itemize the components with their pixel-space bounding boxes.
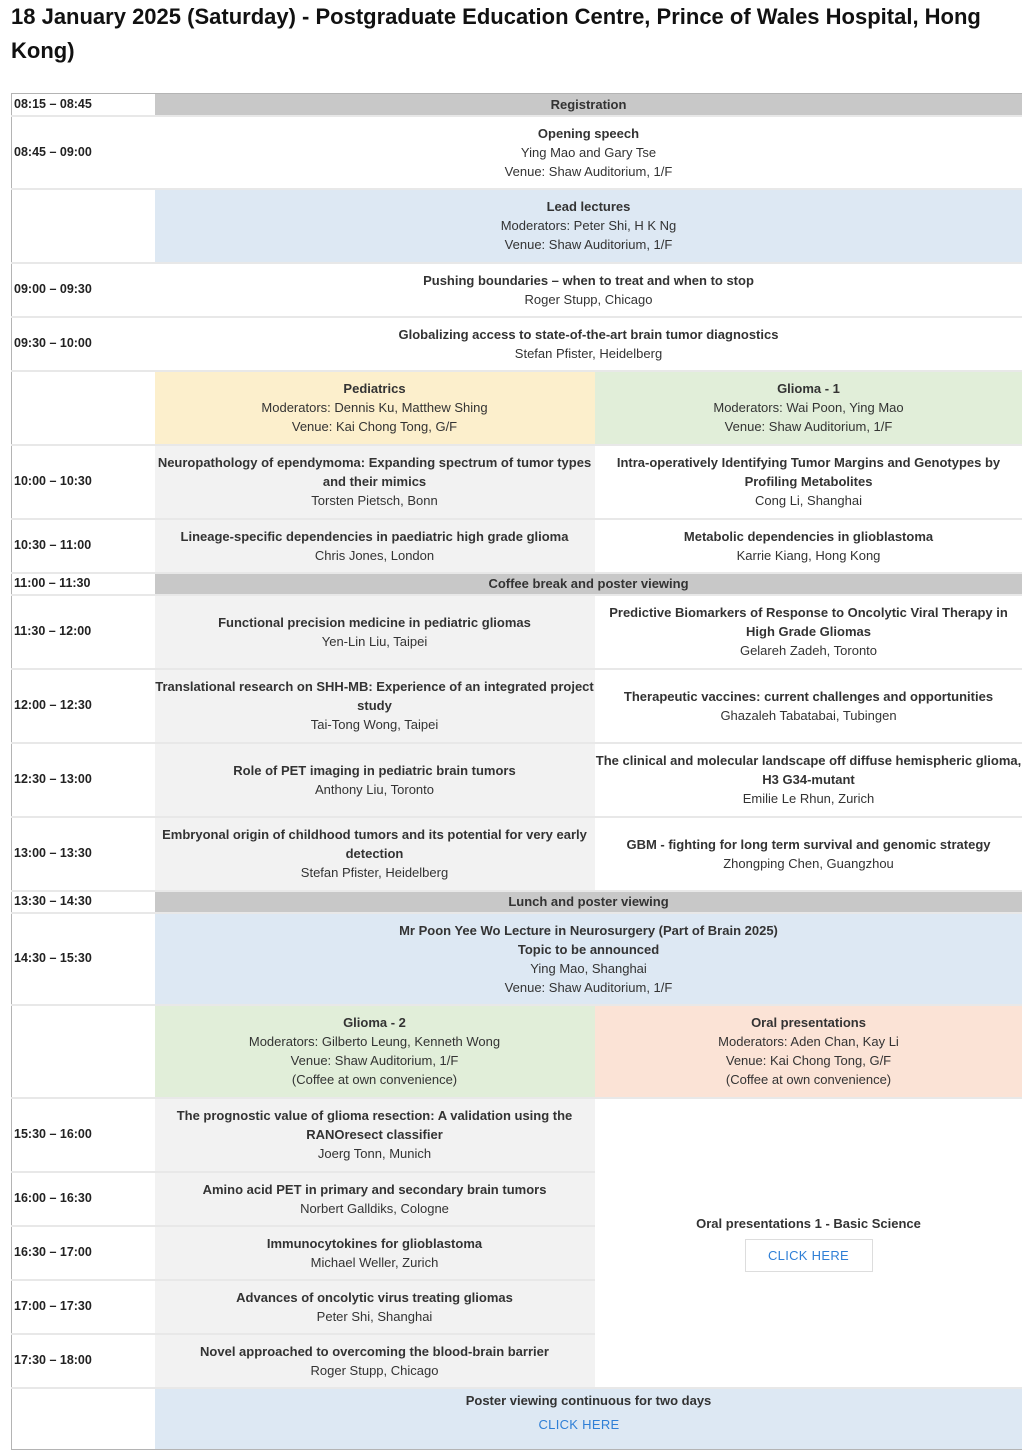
talk-cell xyxy=(155,1226,595,1280)
table-row xyxy=(12,371,1022,445)
talk-speaker: Stefan Pfister, Heidelberg xyxy=(300,865,449,880)
venue: Venue: Shaw Auditorium, 1/F xyxy=(724,419,893,434)
talk-cell xyxy=(155,743,595,817)
talk-cell xyxy=(155,445,595,519)
table-row xyxy=(12,913,1022,1005)
talk-speaker: Yen-Lin Liu, Taipei xyxy=(321,633,428,649)
time-cell xyxy=(12,1388,155,1450)
time-cell xyxy=(12,1005,155,1098)
oral-presentations-click-here-button[interactable]: CLICK HERE xyxy=(745,1239,873,1272)
venue: Venue: Shaw Auditorium, 1/F xyxy=(504,163,673,179)
time-cell: 12:30 – 13:00 xyxy=(12,743,155,817)
talk-title: Therapeutic vaccines: current challenges and opportunities xyxy=(623,688,994,704)
talk-speaker: Zhongping Chen, Guangzhou xyxy=(723,855,894,871)
talk-speaker: Michael Weller, Zurich xyxy=(310,1254,439,1270)
session-note: (Coffee at own convenience) xyxy=(291,1072,458,1087)
talk-title: Globalizing access to state-of-the-art brain tumor diagnostics xyxy=(398,326,779,342)
registration-cell: Registration xyxy=(155,94,1022,116)
venue: Venue: Shaw Auditorium, 1/F xyxy=(504,979,673,995)
table-row xyxy=(12,263,1022,317)
session-title: Opening speech xyxy=(537,125,640,141)
talk-speaker: Roger Stupp, Chicago xyxy=(310,1362,439,1378)
talk-cell xyxy=(155,519,595,573)
time-cell: 16:30 – 17:00 xyxy=(12,1226,155,1280)
talk-speaker: Joerg Tonn, Munich xyxy=(317,1146,432,1161)
moderators: Moderators: Peter Shi, H K Ng xyxy=(500,218,677,233)
pediatrics-header xyxy=(155,371,595,445)
talk-cell xyxy=(595,817,1022,891)
talk-speaker: Anthony Liu, Toronto xyxy=(314,781,434,797)
talk-title: Neuropathology of ependymoma: Expanding spectrum of tumor types and their mimics xyxy=(157,455,592,489)
moderators: Moderators: Gilberto Leung, Kenneth Wong xyxy=(248,1034,501,1049)
oral-presentations-header xyxy=(595,1005,1022,1098)
table-row xyxy=(12,445,1022,519)
time-cell: 13:30 – 14:30 xyxy=(12,891,155,913)
speakers: Ying Mao and Gary Tse xyxy=(520,144,657,160)
venue: Venue: Kai Chong Tong, G/F xyxy=(291,419,458,434)
talk-title: Predictive Biomarkers of Response to Oncolytic Viral Therapy in High Grade Gliomas xyxy=(609,605,1008,639)
talk-title: Advances of oncolytic virus treating gliomas xyxy=(236,1289,513,1305)
talk-title: Pushing boundaries – when to treat and when to stop xyxy=(423,272,754,288)
time-cell: 13:00 – 13:30 xyxy=(12,817,155,891)
talk-title: GBM - fighting for long term survival and genomic strategy xyxy=(626,836,991,852)
talk-speaker: Ying Mao, Shanghai xyxy=(530,960,647,976)
session-title: Oral presentations xyxy=(751,1015,866,1030)
talk-title: Amino acid PET in primary and secondary brain tumors xyxy=(202,1181,547,1197)
poon-lecture-cell xyxy=(155,913,1022,1005)
talk-title: Translational research on SHH-MB: Experience of an integrated project study xyxy=(155,679,594,713)
time-cell: 10:00 – 10:30 xyxy=(12,445,155,519)
moderators: Moderators: Wai Poon, Ying Mao xyxy=(713,400,904,415)
talk-title: Lineage-specific dependencies in paediatric high grade glioma xyxy=(180,528,569,544)
talk-cell xyxy=(155,1334,595,1388)
session-title: Lead lectures xyxy=(546,199,631,214)
talk-title: Functional precision medicine in pediatric gliomas xyxy=(218,614,531,630)
poster-viewing-cell xyxy=(155,1388,1022,1450)
table-row xyxy=(12,519,1022,573)
glioma-1-header xyxy=(595,371,1022,445)
talk-title: Embryonal origin of childhood tumors and its potential for very early detection xyxy=(162,827,587,861)
table-row xyxy=(12,573,1022,595)
opening-speech-cell xyxy=(155,116,1022,189)
talk-speaker: Ghazaleh Tabatabai, Tubingen xyxy=(720,707,897,723)
talk-speaker: Norbert Galldiks, Cologne xyxy=(300,1200,449,1216)
time-cell: 16:00 – 16:30 xyxy=(12,1172,155,1226)
venue: Venue: Kai Chong Tong, G/F xyxy=(725,1053,892,1068)
table-row xyxy=(12,891,1022,913)
moderators: Moderators: Dennis Ku, Matthew Shing xyxy=(261,400,488,415)
talk-speaker: Stefan Pfister, Heidelberg xyxy=(514,345,663,361)
talk-speaker: Roger Stupp, Chicago xyxy=(524,291,653,307)
table-row xyxy=(12,1098,1022,1172)
talk-cell xyxy=(155,669,595,743)
talk-speaker: Gelareh Zadeh, Toronto xyxy=(739,643,878,658)
session-title: Glioma - 1 xyxy=(777,381,840,396)
table-row xyxy=(12,317,1022,371)
time-cell xyxy=(12,189,155,263)
time-cell: 17:00 – 17:30 xyxy=(12,1280,155,1334)
table-row xyxy=(12,817,1022,891)
lunch-cell: Lunch and poster viewing xyxy=(155,891,1022,913)
talk-title: Novel approached to overcoming the blood-brain barrier xyxy=(200,1343,549,1359)
time-cell: 10:30 – 11:00 xyxy=(12,519,155,573)
table-row xyxy=(12,1388,1022,1450)
table-row xyxy=(12,94,1022,116)
talk-cell xyxy=(595,743,1022,817)
time-cell: 15:30 – 16:00 xyxy=(12,1098,155,1172)
session-title: Glioma - 2 xyxy=(343,1015,406,1030)
table-row xyxy=(12,595,1022,669)
talk-cell xyxy=(595,445,1022,519)
coffee-break-cell: Coffee break and poster viewing xyxy=(155,573,1022,595)
glioma-2-header xyxy=(155,1005,595,1098)
time-cell xyxy=(12,371,155,445)
oral-presentations-1-cell xyxy=(595,1098,1022,1388)
session-title: Poster viewing continuous for two days xyxy=(465,1392,712,1408)
talk-title: Intra-operatively Identifying Tumor Margins and Genotypes by Profiling Metabolites xyxy=(616,455,1001,489)
talk-cell xyxy=(155,1172,595,1226)
talk-speaker: Chris Jones, London xyxy=(314,547,435,563)
time-cell: 14:30 – 15:30 xyxy=(12,913,155,1005)
talk-cell xyxy=(595,669,1022,743)
table-row xyxy=(12,669,1022,743)
talk-topic: Topic to be announced xyxy=(517,941,660,957)
time-cell: 17:30 – 18:00 xyxy=(12,1334,155,1388)
talk-speaker: Torsten Pietsch, Bonn xyxy=(311,493,438,508)
talk-title: Immunocytokines for glioblastoma xyxy=(266,1235,483,1251)
talk-title: The clinical and molecular landscape off diffuse hemispheric glioma, H3 G34-mutant xyxy=(595,753,1022,787)
time-cell: 09:00 – 09:30 xyxy=(12,263,155,317)
talk-cell xyxy=(155,1280,595,1334)
talk-speaker: Peter Shi, Shanghai xyxy=(316,1308,433,1324)
session-note: (Coffee at own convenience) xyxy=(725,1072,892,1087)
page-title: 18 January 2025 (Saturday) - Postgraduate Education Centre, Prince of Wales Hospital, Hong Kong) xyxy=(11,4,981,63)
talk-cell xyxy=(595,595,1022,669)
talk-speaker: Tai-Tong Wong, Taipei xyxy=(310,717,439,732)
talk-speaker: Cong Li, Shanghai xyxy=(755,493,862,508)
talk-speaker: Karrie Kiang, Hong Kong xyxy=(736,547,881,563)
schedule-table xyxy=(11,93,1022,1450)
talk-cell xyxy=(155,595,595,669)
table-row xyxy=(12,1005,1022,1098)
lead-lectures-header xyxy=(155,189,1022,263)
talk-title: Metabolic dependencies in glioblastoma xyxy=(683,528,934,544)
session-title: Mr Poon Yee Wo Lecture in Neurosurgery (Part of Brain 2025) xyxy=(399,922,778,938)
time-cell: 11:30 – 12:00 xyxy=(12,595,155,669)
table-row xyxy=(12,189,1022,263)
time-cell: 09:30 – 10:00 xyxy=(12,317,155,371)
talk-title: The prognostic value of glioma resection: A validation using the RANOresect classifier xyxy=(176,1108,573,1142)
table-row xyxy=(12,116,1022,189)
talk-cell xyxy=(155,263,1022,317)
table-row xyxy=(12,743,1022,817)
venue: Venue: Shaw Auditorium, 1/F xyxy=(504,237,673,252)
time-cell: 08:15 – 08:45 xyxy=(12,94,155,116)
time-cell: 11:00 – 11:30 xyxy=(12,573,155,595)
session-title: Oral presentations 1 - Basic Science xyxy=(696,1215,921,1231)
talk-cell xyxy=(155,1098,595,1172)
session-title: Pediatrics xyxy=(343,381,406,396)
time-cell: 08:45 – 09:00 xyxy=(12,116,155,189)
moderators: Moderators: Aden Chan, Kay Li xyxy=(718,1034,899,1049)
venue: Venue: Shaw Auditorium, 1/F xyxy=(290,1053,459,1068)
talk-speaker: Emilie Le Rhun, Zurich xyxy=(742,791,875,806)
talk-title: Role of PET imaging in pediatric brain tumors xyxy=(233,762,516,778)
poster-click-here-link[interactable]: CLICK HERE xyxy=(538,1416,620,1432)
talk-cell xyxy=(155,317,1022,371)
time-cell: 12:00 – 12:30 xyxy=(12,669,155,743)
talk-cell xyxy=(595,519,1022,573)
talk-cell xyxy=(155,817,595,891)
